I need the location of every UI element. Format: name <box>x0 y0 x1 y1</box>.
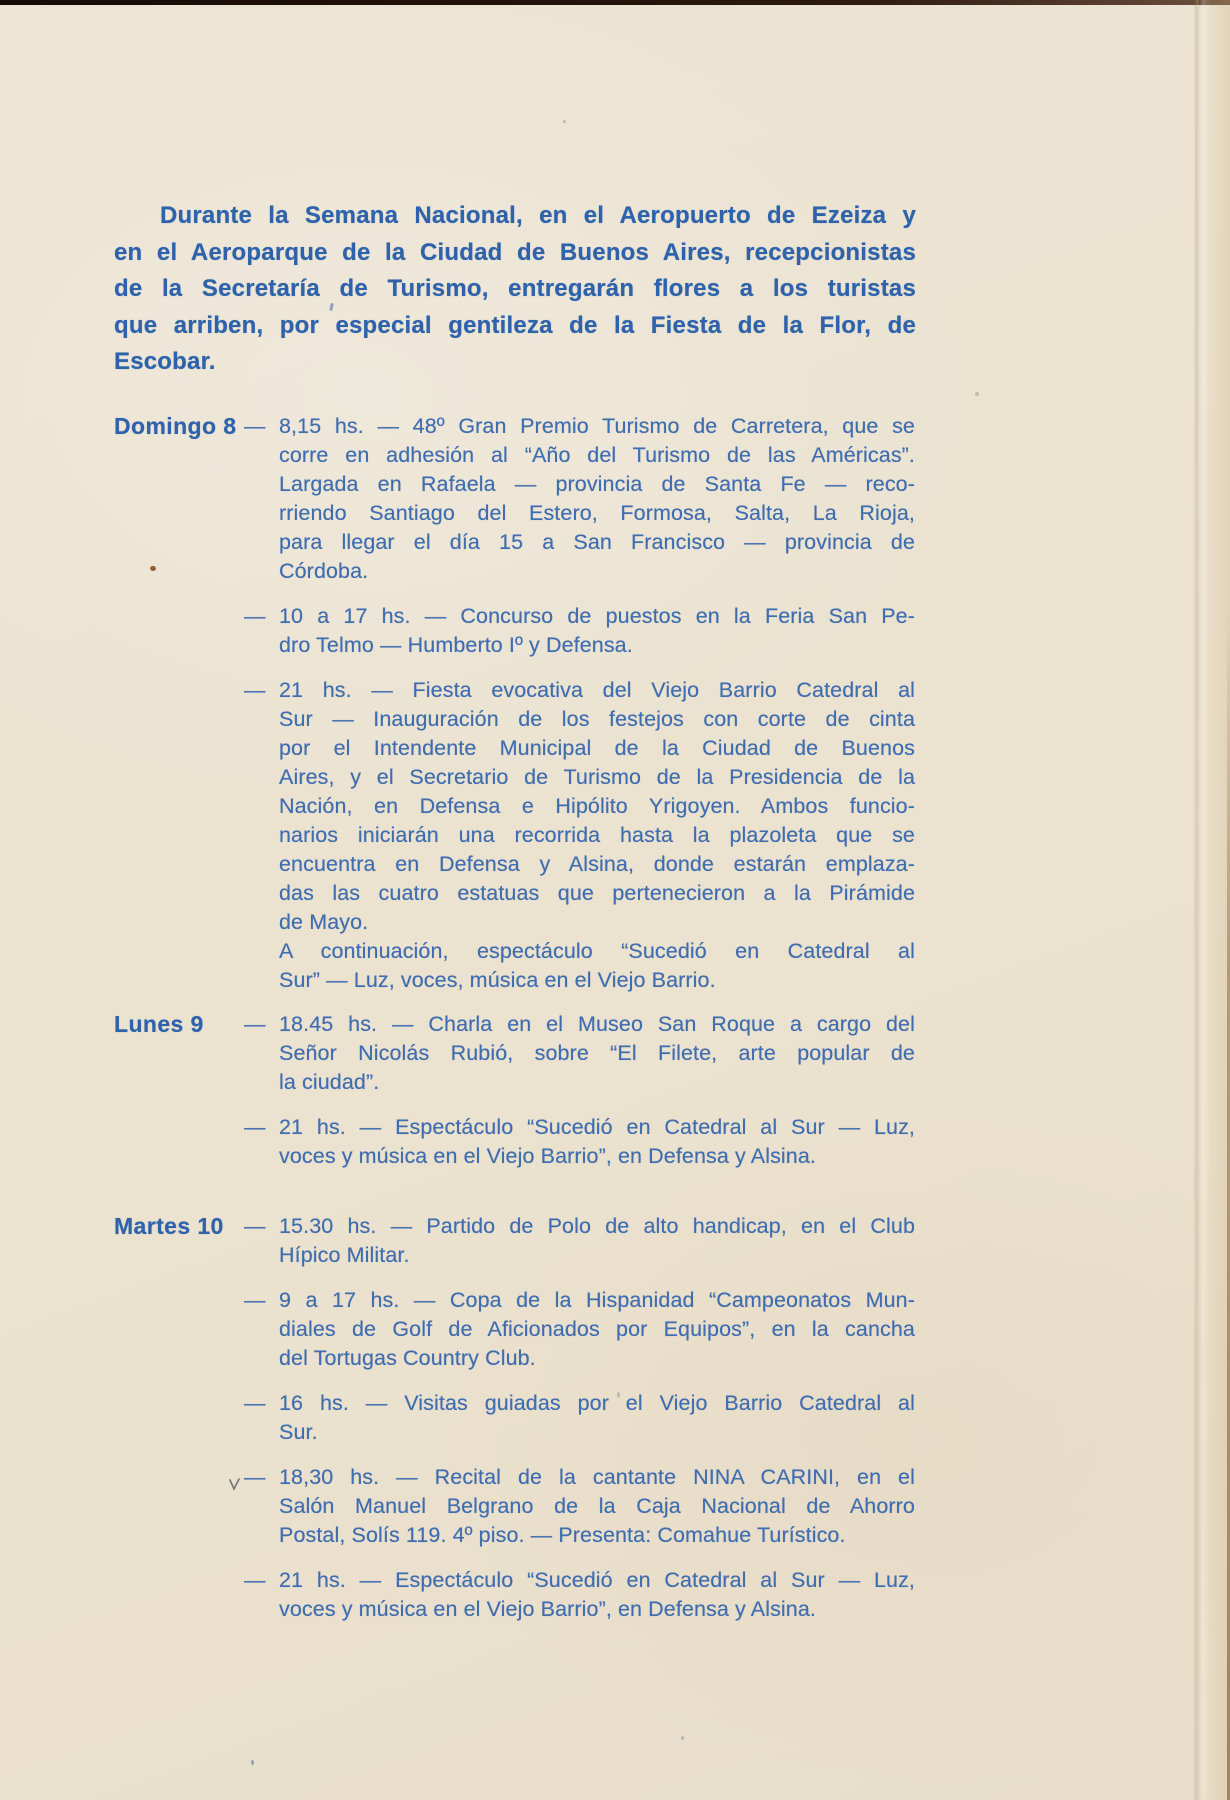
entry-line: del Tortugas Country Club. <box>279 1346 536 1370</box>
entry-line: la ciudad”. <box>279 1070 380 1094</box>
entry-line: 8,15 hs. — 48º Gran Premio Turismo de Carretera, que se <box>279 414 915 438</box>
day-entries <box>244 1212 920 1624</box>
day-entries <box>244 412 920 995</box>
entry-dash-icon: — <box>244 1288 266 1312</box>
entry-text <box>279 1010 915 1097</box>
entry-line: de Mayo. <box>279 910 369 934</box>
schedule-entry <box>244 676 920 937</box>
entry-line: 9 a 17 hs. — Copa de la Hispanidad “Campeonatos Mun- <box>279 1288 915 1312</box>
entry-line: 21 hs. — Espectáculo “Sucedió en Catedral al Sur — Luz, <box>279 1568 915 1592</box>
intro-line: Escobar. <box>114 348 216 375</box>
intro-line: que arriben, por especial gentileza de la Fiesta de la Flor, de <box>114 311 916 339</box>
schedule-entry <box>244 412 920 586</box>
entry-line: diales de Golf de Aficionados por Equipos”, en la cancha <box>279 1317 915 1341</box>
entry-line: narios iniciarán una recorrida hasta la plazoleta que se <box>279 823 915 847</box>
entry-line: A continuación, espectáculo “Sucedió en Catedral al <box>279 939 915 963</box>
entry-text <box>279 1389 915 1447</box>
entry-line: Sur — Inauguración de los festejos con corte de cinta <box>279 707 915 731</box>
day-label: Martes 10 <box>114 1213 224 1239</box>
entry-text <box>279 937 915 995</box>
entry-line: Nación, en Defensa e Hipólito Yrigoyen. Ambos funcio- <box>279 794 915 818</box>
day-label: Domingo 8 <box>114 413 237 439</box>
entry-line: Señor Nicolás Rubió, sobre “El Filete, arte popular de <box>279 1041 915 1065</box>
entry-dash-icon: — <box>244 678 266 702</box>
paper-speck <box>617 1392 620 1398</box>
entry-text <box>279 676 915 937</box>
entry-line: rriendo Santiago del Estero, Formosa, Salta, La Rioja, <box>279 501 915 525</box>
ink-dot-artifact <box>150 566 156 571</box>
entry-line: por el Intendente Municipal de la Ciudad de Buenos <box>279 736 915 760</box>
entry-text <box>279 1212 915 1270</box>
entry-line: 16 hs. — Visitas guiadas por el Viejo Barrio Catedral al <box>279 1391 915 1415</box>
scan-edge-top-bar <box>0 0 1230 5</box>
entry-line: corre en adhesión al “Año del Turismo de las Américas”. <box>279 443 915 467</box>
schedule-entry <box>244 1286 920 1373</box>
day-section-martes-10 <box>114 1212 920 1624</box>
entry-line: 21 hs. — Espectáculo “Sucedió en Catedral al Sur — Luz, <box>279 1115 915 1139</box>
entry-dash-icon: — <box>244 1568 266 1592</box>
schedule-entry <box>244 1389 920 1447</box>
entry-line: voces y música en el Viejo Barrio”, en Defensa y Alsina. <box>279 1597 816 1621</box>
entry-text <box>279 1286 915 1373</box>
entry-line: para llegar el día 15 a San Francisco — provincia de <box>279 530 915 554</box>
entry-line: dro Telmo — Humberto Iº y Defensa. <box>279 633 633 657</box>
entry-line: 15.30 hs. — Partido de Polo de alto handicap, en el Club <box>279 1214 915 1238</box>
entry-line: Salón Manuel Belgrano de la Caja Nacional de Ahorro <box>279 1494 915 1518</box>
paper-speck <box>681 1736 684 1740</box>
day-section-lunes-9 <box>114 1010 920 1171</box>
entry-text <box>279 1463 915 1550</box>
day-label: Lunes 9 <box>114 1011 204 1037</box>
schedule-entry <box>244 937 920 995</box>
entry-dash-icon: — <box>244 1214 266 1238</box>
entry-dash-icon: — <box>244 414 266 438</box>
entry-line: 21 hs. — Fiesta evocativa del Viejo Barrio Catedral al <box>279 678 915 702</box>
page-right-edge <box>1196 0 1230 1800</box>
intro-line: Durante la Semana Nacional, en el Aeropuerto de Ezeiza y <box>160 202 916 229</box>
entry-dash-icon: — <box>244 1391 266 1415</box>
entry-line: Largada en Rafaela — provincia de Santa Fe — reco- <box>279 472 915 496</box>
entry-line: Hípico Militar. <box>279 1243 410 1267</box>
schedule-entry <box>244 602 920 660</box>
entry-line: 18,30 hs. — Recital de la cantante NINA CARINI, en el <box>279 1465 915 1489</box>
paper-speck <box>975 392 979 396</box>
schedule-entry <box>244 1212 920 1270</box>
entry-dash-icon <box>244 937 279 995</box>
entry-line: 18.45 hs. — Charla en el Museo San Roque a cargo del <box>279 1012 915 1036</box>
entry-text <box>279 1113 915 1171</box>
entry-line: Aires, y el Secretario de Turismo de la Presidencia de la <box>279 765 915 789</box>
day-section-domingo-8 <box>114 412 920 995</box>
schedule-entry <box>244 1113 920 1171</box>
schedule-entry <box>244 1463 920 1550</box>
entry-line: Sur” — Luz, voces, música en el Viejo Barrio. <box>279 968 716 992</box>
entry-line: voces y música en el Viejo Barrio”, en Defensa y Alsina. <box>279 1144 816 1168</box>
entry-line: Postal, Solís 119. 4º piso. — Presenta: Comahue Turístico. <box>279 1523 846 1547</box>
entry-line: encuentra en Defensa y Alsina, donde estarán emplaza- <box>279 852 915 876</box>
paper-speck <box>251 1760 254 1765</box>
handwritten-tick-mark <box>228 1477 242 1491</box>
entry-dash-icon: — <box>244 604 266 628</box>
entry-text <box>279 412 915 586</box>
day-entries <box>244 1010 920 1171</box>
schedule-entry <box>244 1566 920 1624</box>
paper-speck <box>563 120 566 123</box>
intro-paragraph <box>114 198 916 381</box>
entry-dash-icon: — <box>244 1465 266 1489</box>
schedule-entry <box>244 1010 920 1097</box>
entry-dash-icon: — <box>244 1012 266 1036</box>
entry-line: Córdoba. <box>279 559 369 583</box>
entry-text <box>279 1566 915 1624</box>
entry-dash-icon: — <box>244 1115 266 1139</box>
intro-line: en el Aeroparque de la Ciudad de Buenos Aires, recepcionistas <box>114 238 916 266</box>
entry-line: 10 a 17 hs. — Concurso de puestos en la Feria San Pe- <box>279 604 915 628</box>
intro-line: de la Secretaría de Turismo, entregarán flores a los turistas <box>114 275 916 302</box>
entry-text <box>279 602 915 660</box>
entry-line: Sur. <box>279 1420 318 1444</box>
entry-line: das las cuatro estatuas que pertenecieron a la Pirámide <box>279 881 915 905</box>
